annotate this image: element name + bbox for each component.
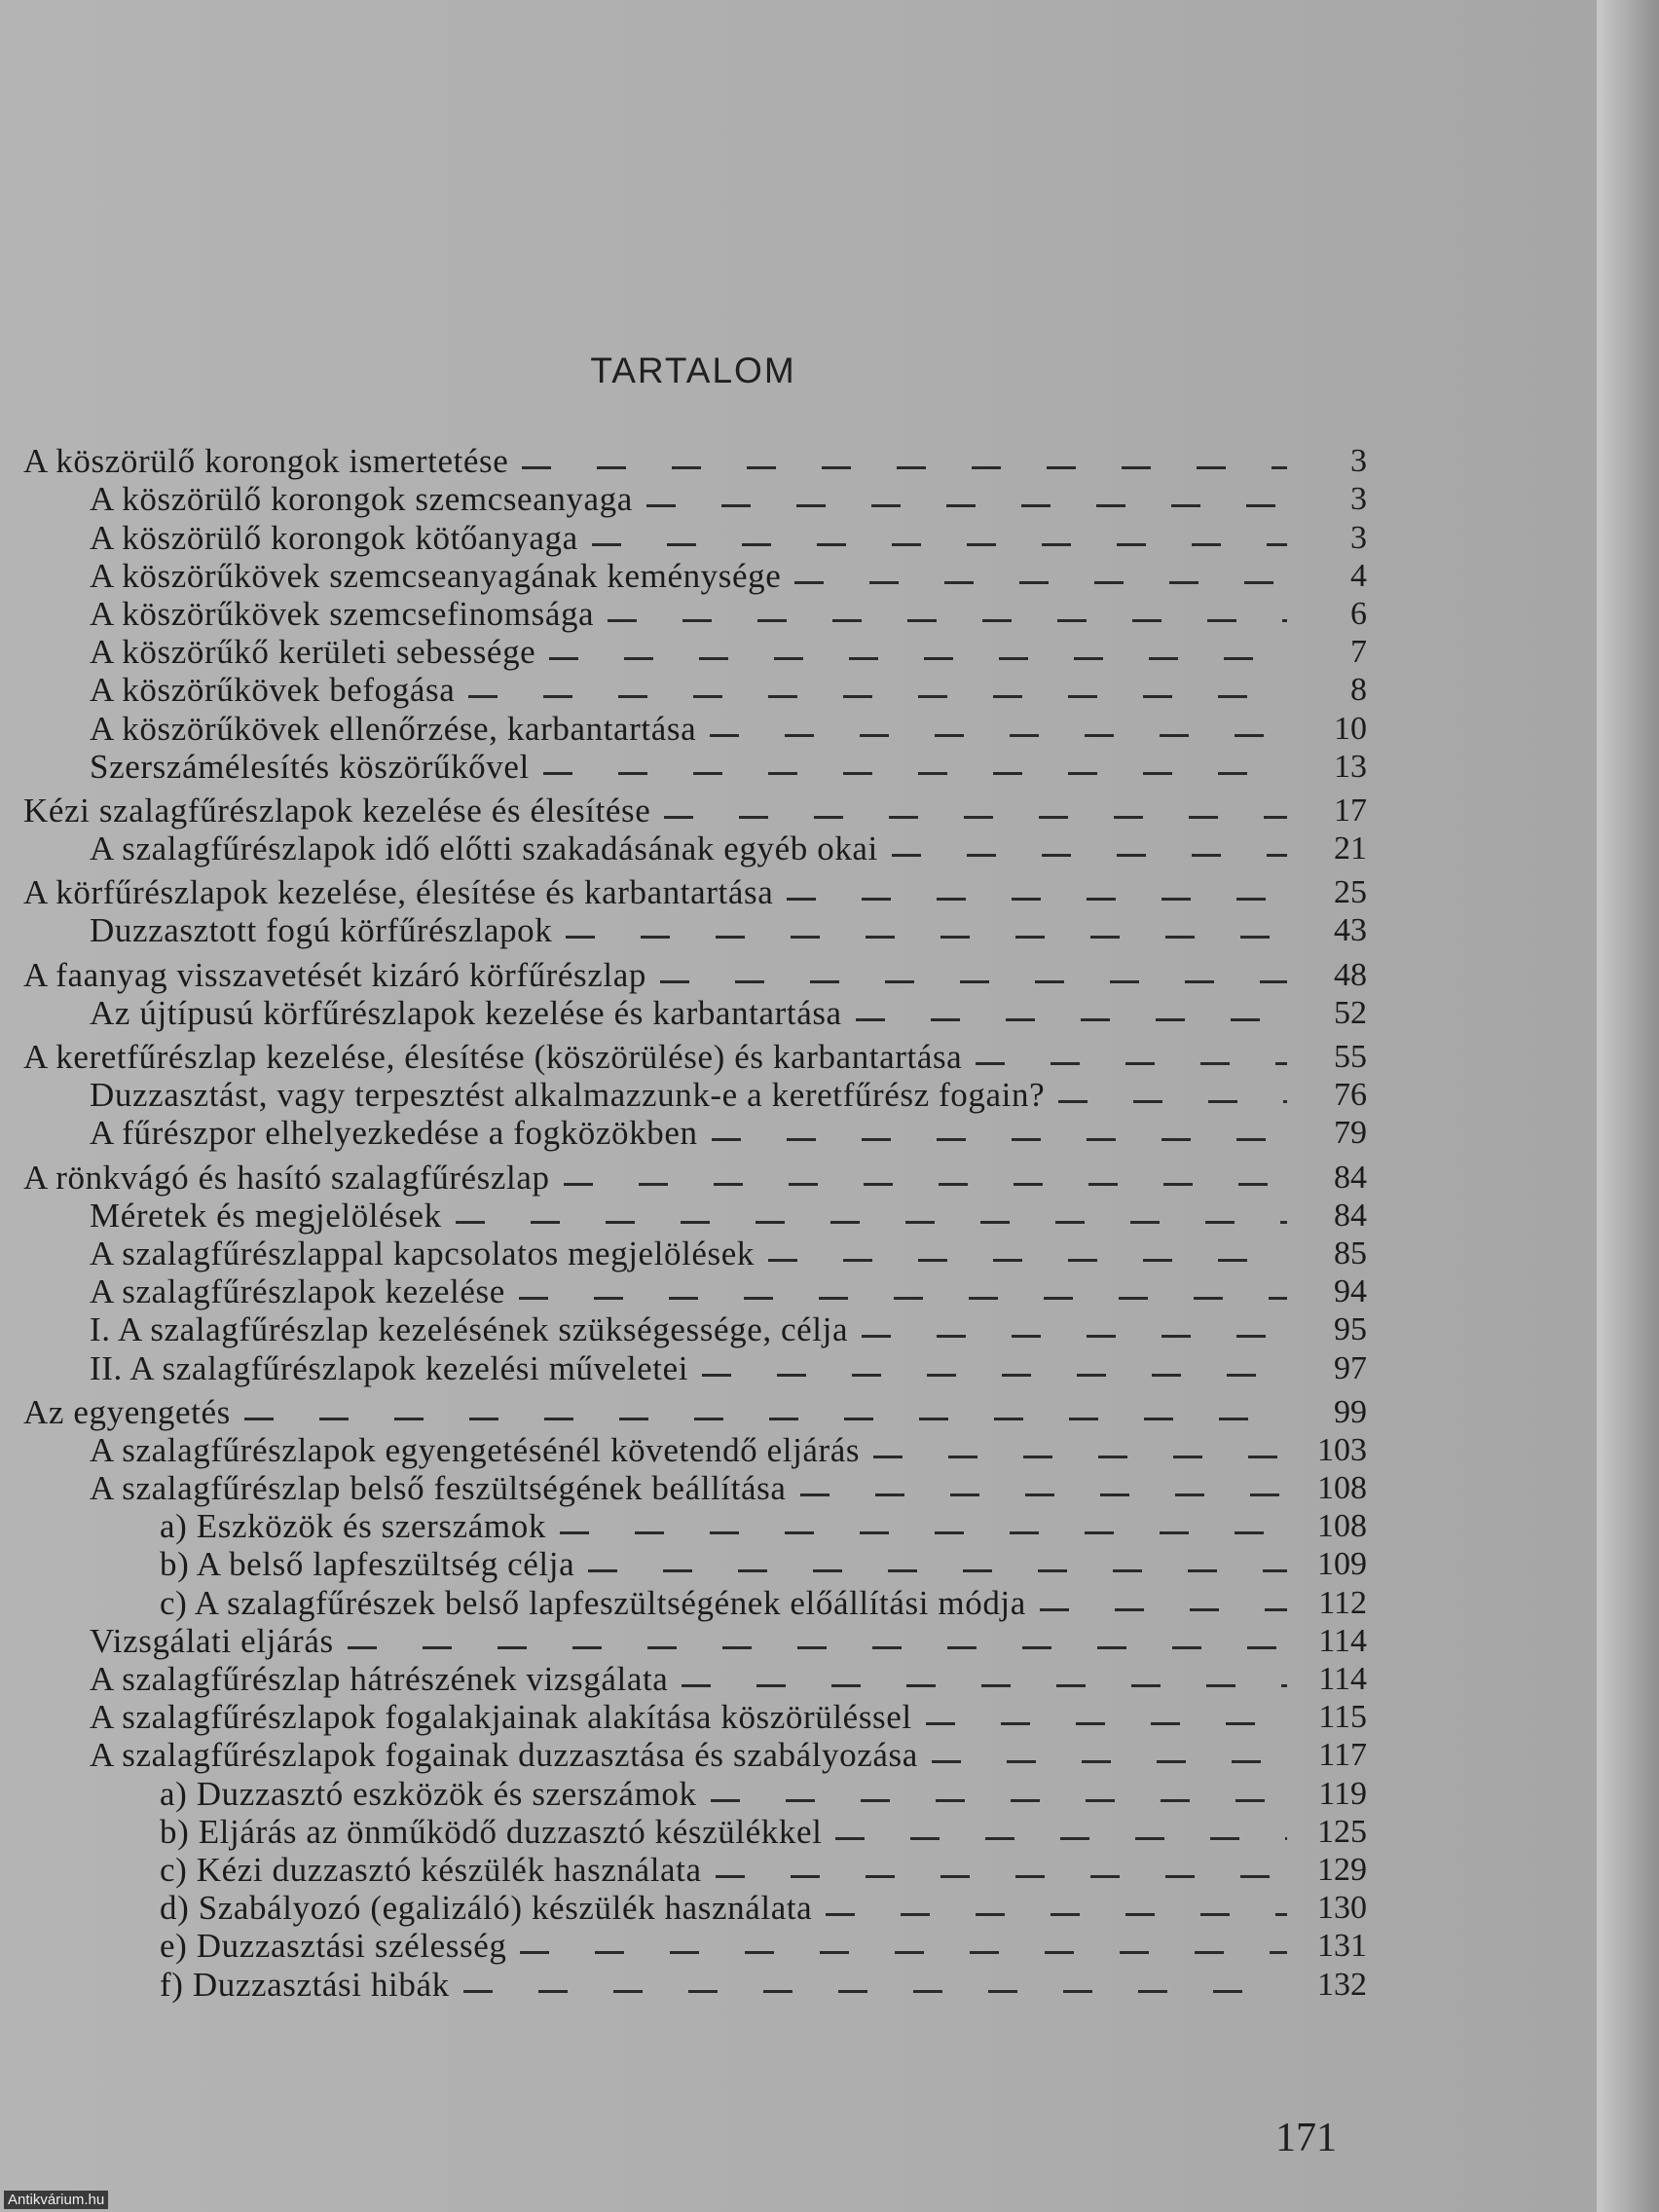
toc-entry-page: 114 (1318, 1622, 1367, 1659)
toc-entry-page: 112 (1318, 1584, 1367, 1621)
toc-entry-label: A szalagfűrészlapok egyengetésénél követendő eljárás (90, 1430, 861, 1469)
toc-entry (23, 518, 1367, 556)
table-of-contents (23, 442, 1367, 2004)
dash-leader (826, 1913, 1287, 1916)
toc-entry (23, 955, 1367, 993)
toc-entry (23, 830, 1367, 867)
toc-entry-label: A szalagfűrészlap hátrészének vizsgálata (90, 1660, 669, 1698)
dash-leader (463, 1990, 1287, 1993)
toc-entry-page: 13 (1334, 748, 1367, 785)
dash-leader (716, 1875, 1287, 1878)
toc-entry-label: A köszörűkövek szemcseanyagának keménysége (90, 556, 782, 595)
toc-entry-label: A szalagfűrészlappal kapcsolatos megjelölések (90, 1234, 756, 1272)
toc-entry-label: A körfűrészlapok kezelése, élesítése és karbantartása (23, 873, 774, 912)
toc-entry-label: Kézi szalagfűrészlapok kezelése és élesítése (23, 791, 651, 830)
toc-entry-page: 21 (1334, 830, 1367, 867)
toc-entry-label: Méretek és megjelölések (90, 1196, 442, 1235)
dash-leader (588, 1569, 1287, 1572)
dash-leader (543, 772, 1287, 775)
toc-entry (23, 1660, 1367, 1698)
toc-entry-label: a) Duzzasztó eszközök és szerszámok (160, 1774, 697, 1813)
toc-entry-label: A keretfűrészlap kezelése, élesítése (köszörülése) és karbantartása (23, 1038, 963, 1076)
toc-entry (23, 1348, 1367, 1386)
toc-entry-label: A szalagfűrészlapok fogainak duzzasztása és szabályozása (90, 1736, 918, 1775)
toc-entry-label: c) A szalagfűrészek belső lapfeszültségének előállítási módja (160, 1583, 1026, 1622)
toc-entry-page: 125 (1317, 1813, 1367, 1850)
toc-entry-label: A szalagfűrészlapok fogalakjainak alakítása köszörüléssel (90, 1698, 912, 1737)
toc-entry-page: 52 (1334, 994, 1367, 1031)
toc-entry-label: A rönkvágó és hasító szalagfűrészlap (23, 1158, 550, 1197)
dash-leader (787, 898, 1287, 901)
toc-entry-page: 117 (1318, 1737, 1367, 1774)
toc-entry (23, 911, 1367, 949)
toc-entry (23, 792, 1367, 830)
toc-entry-page: 109 (1317, 1546, 1367, 1583)
toc-entry-page: 6 (1350, 595, 1367, 632)
toc-entry (23, 1076, 1367, 1114)
toc-entry-label: A szalagfűrészlapok idő előtti szakadásának egyéb okai (90, 830, 878, 868)
toc-entry-label: c) Kézi duzzasztó készülék használata (160, 1850, 702, 1889)
dash-leader (519, 1297, 1287, 1300)
toc-entry-page: 85 (1334, 1235, 1367, 1272)
toc-entry-label: Szerszámélesítés köszörűkővel (90, 747, 530, 786)
dash-leader (800, 1493, 1287, 1496)
dash-leader (712, 1138, 1287, 1141)
toc-entry-label: II. A szalagfűrészlapok kezelési műveletei (90, 1348, 689, 1387)
dash-leader (456, 1221, 1287, 1224)
toc-entry-page: 25 (1334, 874, 1367, 911)
toc-entry (23, 1622, 1367, 1660)
toc-entry-label: A szalagfűrészlap belső feszültségének beállítása (90, 1469, 787, 1508)
toc-entry (23, 633, 1367, 671)
toc-entry (23, 1197, 1367, 1235)
dash-leader (244, 1418, 1287, 1420)
toc-entry-label: f) Duzzasztási hibák (160, 1965, 450, 2004)
dash-leader (710, 734, 1287, 737)
toc-entry (23, 671, 1367, 709)
toc-entry (23, 1310, 1367, 1348)
dash-leader (564, 1183, 1287, 1186)
dash-leader (976, 1062, 1287, 1065)
toc-entry-page: 10 (1334, 710, 1367, 747)
toc-entry-page: 132 (1317, 1966, 1367, 2003)
toc-entry (23, 709, 1367, 747)
toc-entry-page: 4 (1350, 557, 1367, 594)
toc-entry-page: 119 (1318, 1775, 1367, 1812)
dash-leader (768, 1259, 1287, 1262)
toc-entry (23, 442, 1367, 480)
toc-entry-page: 3 (1350, 481, 1367, 518)
toc-entry-label: A köszörülő korongok ismertetése (23, 442, 509, 481)
dash-leader (522, 466, 1287, 469)
watermark: Antikvárium.hu (4, 2191, 108, 2209)
dash-leader (664, 816, 1287, 819)
toc-entry (23, 557, 1367, 595)
dash-leader (794, 581, 1287, 584)
toc-entry-page: 79 (1334, 1115, 1367, 1152)
toc-entry-label: Az újtípusú körfűrészlapok kezelése és karbantartása (90, 993, 842, 1032)
toc-entry-label: A köszörűkövek befogása (90, 671, 456, 710)
toc-entry (23, 1469, 1367, 1507)
toc-entry-label: a) Eszközök és szerszámok (160, 1507, 546, 1546)
toc-entry-page: 8 (1350, 672, 1367, 709)
toc-entry (23, 1235, 1367, 1272)
toc-entry (23, 1851, 1367, 1889)
dash-leader (468, 695, 1287, 698)
toc-entry-page: 48 (1334, 956, 1367, 993)
dash-leader (1040, 1608, 1287, 1611)
dash-leader (932, 1760, 1287, 1763)
toc-entry (23, 1583, 1367, 1621)
toc-entry (23, 595, 1367, 633)
toc-entry-label: Az egyengetés (23, 1392, 231, 1431)
toc-entry-page: 99 (1334, 1393, 1367, 1430)
toc-entry-page: 84 (1334, 1159, 1367, 1196)
dash-leader (873, 1456, 1287, 1458)
dash-leader (1058, 1100, 1287, 1103)
dash-leader (549, 657, 1287, 660)
toc-entry-label: b) A belső lapfeszültség célja (160, 1545, 575, 1584)
toc-entry (23, 1393, 1367, 1431)
dash-leader (660, 980, 1287, 983)
toc-entry-label: A fűrészpor elhelyezkedése a fogközökben (90, 1114, 698, 1153)
dash-leader (608, 619, 1287, 622)
toc-entry (23, 1774, 1367, 1812)
dash-leader (926, 1722, 1287, 1725)
toc-entry-label: A köszörűkövek szemcsefinomsága (90, 594, 595, 633)
toc-entry (23, 1698, 1367, 1736)
toc-entry (23, 1507, 1367, 1545)
toc-entry-page: 43 (1334, 912, 1367, 949)
toc-entry (23, 873, 1367, 911)
toc-entry-page: 131 (1317, 1928, 1367, 1965)
toc-entry-page: 129 (1317, 1851, 1367, 1888)
dash-leader (702, 1374, 1287, 1377)
toc-entry-page: 17 (1334, 792, 1367, 829)
toc-entry-label: e) Duzzasztási szélesség (160, 1927, 507, 1966)
toc-entry (23, 1736, 1367, 1774)
toc-entry (23, 1927, 1367, 1965)
toc-entry-label: b) Eljárás az önműködő duzzasztó készülékkel (160, 1812, 823, 1851)
toc-entry-page: 3 (1350, 443, 1367, 480)
dash-leader (560, 1531, 1287, 1534)
toc-entry (23, 480, 1367, 518)
toc-entry (23, 1889, 1367, 1927)
dash-leader (520, 1951, 1287, 1954)
dash-leader (862, 1335, 1287, 1338)
toc-entry-page: 108 (1317, 1508, 1367, 1545)
toc-entry (23, 994, 1367, 1032)
page-edge (1597, 0, 1659, 2212)
toc-entry-label: Vizsgálati eljárás (90, 1621, 334, 1660)
toc-entry-page: 94 (1334, 1273, 1367, 1310)
dash-leader (892, 854, 1287, 857)
toc-entry-label: Duzzasztást, vagy terpesztést alkalmazzunk-e a keretfűrész fogain? (90, 1076, 1046, 1115)
toc-entry-page: 95 (1334, 1311, 1367, 1348)
toc-entry-label: A faanyag visszavetését kizáró körfűrészlap (23, 955, 646, 994)
toc-entry-page: 97 (1334, 1349, 1367, 1386)
toc-entry (23, 1545, 1367, 1583)
dash-leader (592, 543, 1287, 546)
dash-leader (835, 1837, 1287, 1840)
dash-leader (856, 1018, 1287, 1021)
toc-entry (23, 1431, 1367, 1469)
dash-leader (711, 1799, 1287, 1802)
dash-leader (348, 1646, 1287, 1649)
page-number: 171 (1275, 2116, 1337, 2160)
dash-leader (646, 504, 1287, 507)
toc-entry-label: A köszörülő korongok kötőanyaga (90, 518, 578, 557)
toc-entry-page: 115 (1318, 1699, 1367, 1736)
toc-entry (23, 748, 1367, 786)
toc-entry-page: 84 (1334, 1197, 1367, 1234)
dash-leader (682, 1684, 1287, 1687)
toc-entry-page: 55 (1334, 1039, 1367, 1075)
toc-entry-label: A köszörűkő kerületi sebessége (90, 633, 536, 672)
toc-entry (23, 1114, 1367, 1152)
toc-entry-page: 108 (1317, 1470, 1367, 1507)
toc-entry-page: 76 (1334, 1077, 1367, 1114)
toc-entry-page: 103 (1317, 1431, 1367, 1468)
toc-entry-label: A szalagfűrészlapok kezelése (90, 1272, 505, 1311)
toc-entry-page: 114 (1318, 1661, 1367, 1697)
toc-entry-page: 130 (1317, 1890, 1367, 1927)
toc-entry-label: Duzzasztott fogú körfűrészlapok (90, 911, 553, 950)
toc-entry (23, 1038, 1367, 1076)
toc-entry-label: I. A szalagfűrészlap kezelésének szükségessége, célja (90, 1310, 849, 1349)
toc-entry-page: 3 (1350, 519, 1367, 556)
dash-leader (566, 936, 1287, 939)
toc-entry-label: d) Szabályozó (egalizáló) készülék használata (160, 1889, 813, 1928)
toc-entry-page: 7 (1350, 634, 1367, 671)
toc-entry (23, 1813, 1367, 1851)
toc-entry (23, 1272, 1367, 1310)
toc-entry-label: A köszörülő korongok szemcseanyaga (90, 480, 633, 519)
toc-entry (23, 1965, 1367, 2003)
toc-entry-label: A köszörűkövek ellenőrzése, karbantartása (90, 709, 697, 748)
page-title: TARTALOM (590, 350, 796, 390)
toc-entry (23, 1158, 1367, 1196)
